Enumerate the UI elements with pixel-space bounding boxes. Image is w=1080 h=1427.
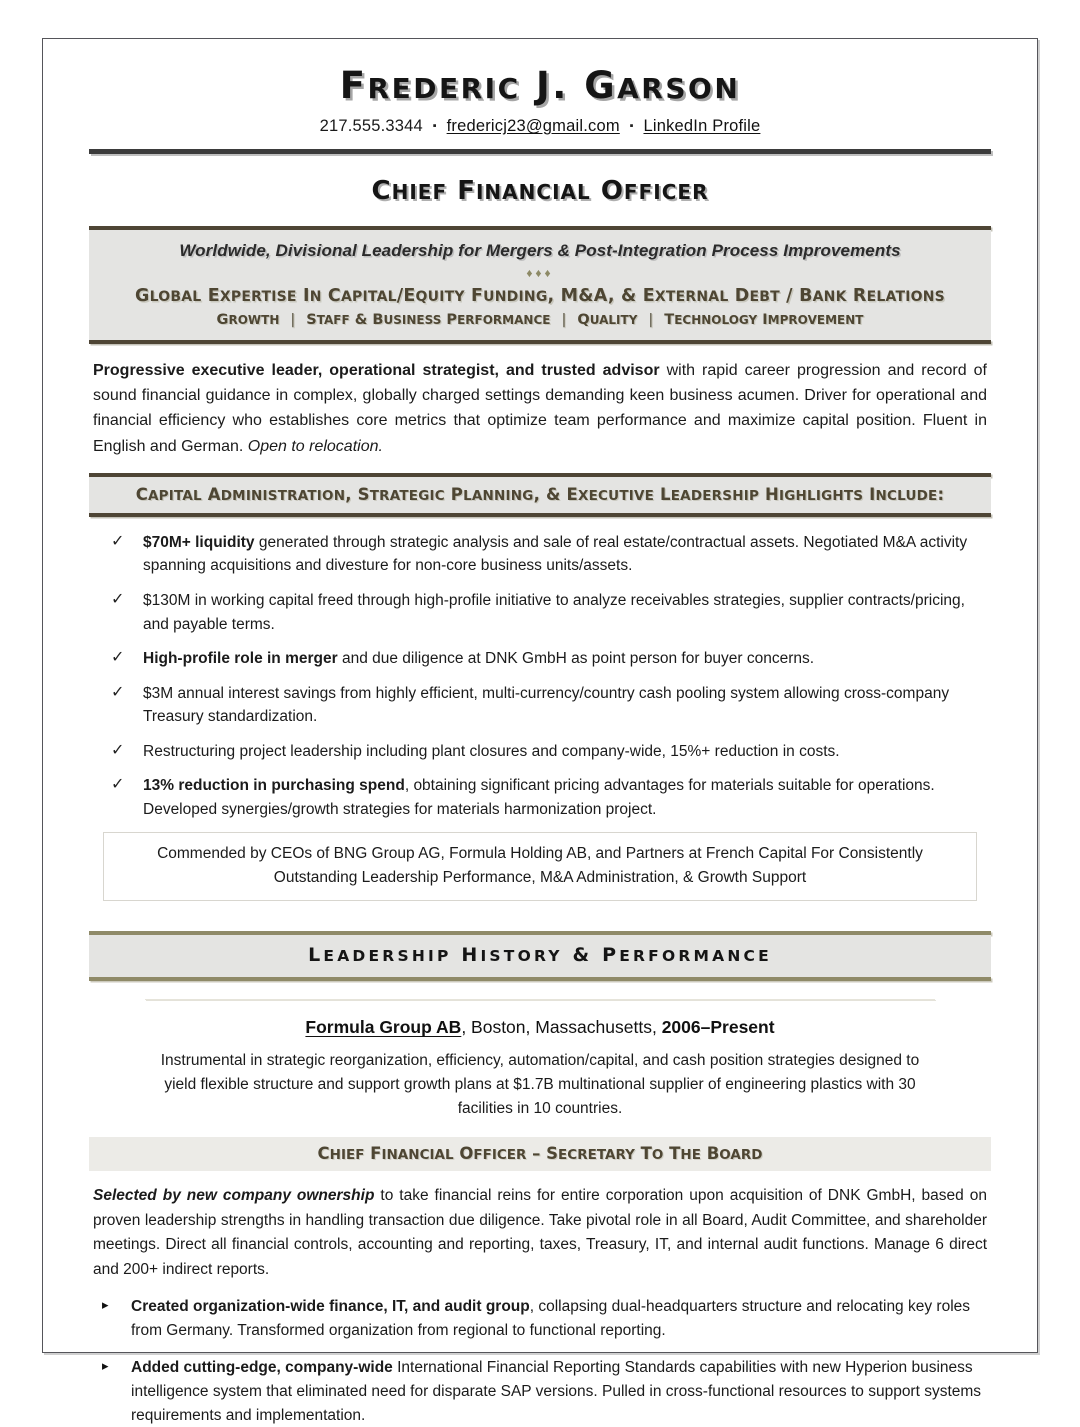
highlight-item-text: , obtaining significant pricing advantages for materials suitable for operations. Developed synergies/growth strategies for materials harmonization project. bbox=[143, 777, 935, 818]
achievement-item-text: , collapsing dual-headquarters structure and relocating key roles from Germany. Transformed organization from regional to functional reporting. bbox=[131, 1298, 971, 1339]
company-name: Formula Group AB bbox=[305, 1017, 462, 1038]
role-body: to take financial reins for entire corporation upon acquisition of DNK GmbH, based on proven leadership strengths in handling transaction due diligence. Take pivotal role in all Board, Audit Committee, and shareholder meetings. Direct all financial controls, accounting and reporting, taxes, Treasury, IT, and internal audit functions. Manage 6 direct and 200+ indirect reports. bbox=[93, 1187, 987, 1278]
target-divider-bottom bbox=[89, 340, 991, 344]
highlight-item-text: and due diligence at DNK GmbH as point person for buyer concerns. bbox=[337, 650, 815, 668]
summary-lead: Progressive executive leader, operational strategist, and trusted advisor bbox=[93, 361, 660, 379]
contact-separator-2: ▪ bbox=[629, 119, 634, 132]
achievement-item-bold: Added cutting-edge, company-wide bbox=[131, 1359, 393, 1377]
highlights-heading: CAPITAL ADMINISTRATION, STRATEGIC PLANNING, & EXECUTIVE LEADERSHIP HIGHLIGHTS INCLUDE: bbox=[89, 477, 991, 513]
highlight-item-bold: High-profile role in merger bbox=[143, 650, 338, 668]
tagline-band bbox=[89, 230, 991, 340]
check-icon: ✓ bbox=[111, 591, 125, 608]
highlight-item-text: $3M annual interest savings from highly efficient, multi-currency/country cash pooling system allowing cross-company Treasury standardization. bbox=[143, 684, 950, 726]
commendation-box bbox=[103, 832, 977, 901]
expertise-headline: GLOBAL EXPERTISE IN CAPITAL/EQUITY FUNDING, M&A, & EXTERNAL DEBT / BANK RELATIONS bbox=[135, 285, 945, 306]
keyword-list: GROWTH | STAFF & BUSINESS PERFORMANCE | QUALITY | TECHNOLOGY IMPROVEMENT bbox=[216, 311, 864, 328]
highlight-item-bold: 13% reduction in purchasing spend bbox=[143, 777, 405, 795]
role-title-band: CHIEF FINANCIAL OFFICER – SECRETARY TO THE BOARD bbox=[89, 1137, 991, 1171]
professional-summary bbox=[93, 358, 987, 459]
highlight-item bbox=[103, 647, 985, 671]
diamond-ornament-icon: ♦♦♦ bbox=[526, 265, 554, 280]
resume-content bbox=[43, 39, 1037, 1427]
highlight-item-text: generated through strategic analysis and sale of real estate/contractual assets. Negotiated M&A activity spanning acquisitions and divesture for non-core business units/assets. bbox=[143, 533, 968, 575]
achievement-item-text: International Financial Reporting Standards capabilities with new Hyperion business intelligence system that eliminated need for disparate SAP versions. Pulled in cross-functional resources to support systems requirements and implementation. bbox=[131, 1359, 982, 1424]
header-divider bbox=[89, 149, 991, 154]
achievements-list bbox=[89, 1295, 991, 1427]
commendation-text: Commended by CEOs of BNG Group AG, Formula Holding AB, and Partners at French Capital For Consistently Outstanding Leadership Performance, M&A Administration, & Growth Support bbox=[157, 845, 923, 886]
check-icon: ✓ bbox=[111, 741, 125, 759]
company-description: Instrumental in strategic reorganization, efficiency, automation/capital, and cash position strategies designed to yield flexible structure and support growth plans at $1.7B multinational supplier of engineering plastics with 30 facilities in 10 countries. bbox=[160, 1052, 920, 1118]
company-header bbox=[89, 1017, 991, 1038]
summary-body: with rapid career progression and record of sound financial guidance in complex, globally charged settings demanding keen business acumen. Driver for operational and financial efficiency who establishes core metrics that optimize team performance and maximize capital position. Fluent in English and German. bbox=[93, 361, 987, 455]
highlight-item-text: Restructuring project leadership including plant closures and company-wide, 15%+ reduction in costs. bbox=[143, 742, 840, 760]
job-target-title: CHIEF FINANCIAL OFFICER bbox=[371, 175, 709, 206]
history-heading: LEADERSHIP HISTORY & PERFORMANCE bbox=[89, 935, 991, 977]
check-icon: ✓ bbox=[111, 649, 125, 667]
highlight-item bbox=[103, 531, 985, 578]
achievement-item-bold: Created organization-wide finance, IT, and audit group bbox=[131, 1298, 530, 1316]
achievement-item bbox=[95, 1295, 985, 1342]
arrow-bullet-icon: ▸ bbox=[102, 1358, 109, 1374]
page-title: FREDERIC J. GARSON bbox=[339, 64, 741, 107]
role-lead: Selected by new company ownership bbox=[93, 1187, 375, 1205]
contact-separator-1: ▪ bbox=[432, 119, 437, 132]
check-icon: ✓ bbox=[111, 683, 125, 701]
linkedin-profile-link[interactable]: LinkedIn Profile bbox=[643, 116, 761, 135]
resume-page bbox=[42, 38, 1038, 1424]
role-description bbox=[93, 1184, 987, 1282]
tagline-text: Worldwide, Divisional Leadership for Mergers & Post-Integration Process Improvements bbox=[179, 240, 901, 260]
check-icon: ✓ bbox=[111, 776, 125, 794]
contact-line bbox=[89, 117, 991, 136]
history-divider-bottom bbox=[89, 977, 991, 981]
company-location: , Boston, Massachusetts, bbox=[461, 1017, 662, 1038]
company-separator bbox=[145, 999, 935, 1001]
highlight-item bbox=[103, 740, 985, 764]
highlights-divider-bottom bbox=[89, 513, 991, 517]
highlight-item bbox=[103, 774, 985, 821]
highlights-list bbox=[89, 531, 991, 821]
arrow-bullet-icon: ▸ bbox=[102, 1297, 109, 1313]
highlight-item bbox=[103, 682, 985, 729]
highlight-item bbox=[103, 589, 985, 636]
highlight-item-text: $130M in working capital freed through high-profile initiative to analyze receivables strategies, supplier contracts/pricing, and payable terms. bbox=[143, 592, 965, 633]
achievement-item bbox=[95, 1356, 985, 1427]
check-icon: ✓ bbox=[111, 532, 125, 550]
highlight-item-bold: $70M+ liquidity bbox=[143, 533, 255, 551]
email-link[interactable]: fredericj23@gmail.com bbox=[446, 116, 620, 135]
summary-relocation-note: Open to relocation. bbox=[247, 437, 383, 455]
company-dates: 2006–Present bbox=[661, 1017, 775, 1038]
phone-number: 217.555.3344 bbox=[319, 116, 423, 135]
